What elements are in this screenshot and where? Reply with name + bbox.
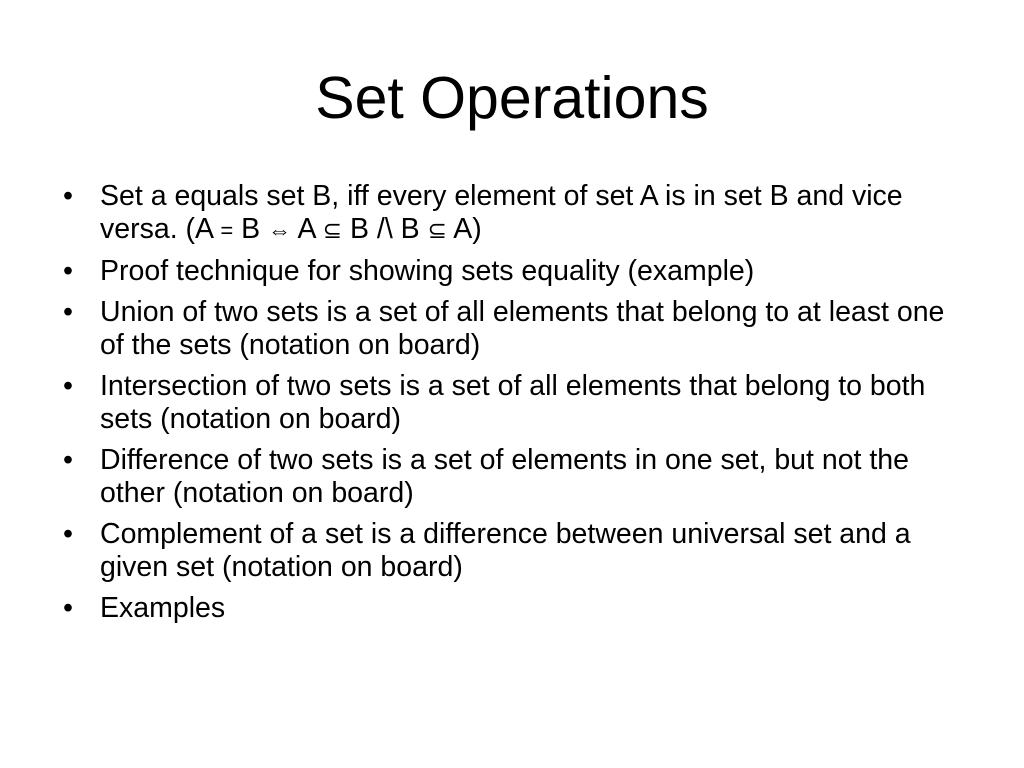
- bullet-marker: •: [63, 255, 73, 287]
- slide-title: Set Operations: [315, 65, 709, 131]
- bullet-text: Intersection of two sets is a set of all elements that belong to both sets (notation on board): [100, 370, 926, 435]
- bullet-marker: •: [63, 518, 73, 550]
- bullet-marker: •: [63, 180, 73, 212]
- bullet-item-proof-technique: [58, 255, 968, 288]
- subset-symbol: ⊆: [322, 217, 343, 243]
- bullet-marker: •: [63, 370, 73, 402]
- iff-arrow-icon: ⇔: [268, 217, 292, 243]
- bullet-item-union: [58, 296, 968, 362]
- bullet-text-part: A): [446, 213, 482, 245]
- bullet-text: Complement of a set is a difference between universal set and a given set (notation on board): [100, 518, 911, 583]
- subset-symbol: ⊆: [427, 217, 447, 243]
- bullet-item-difference: [58, 444, 968, 510]
- bullet-text: Union of two sets is a set of all elements that belong to at least one of the sets (notation on board): [100, 296, 945, 361]
- bullet-list: [58, 180, 968, 633]
- bullet-marker: •: [63, 592, 73, 624]
- bullet-text-part: B /\ B: [342, 213, 428, 245]
- bullet-text: Difference of two sets is a set of elements in one set, but not the other (notation on board): [100, 444, 910, 509]
- bullet-item-intersection: [58, 370, 968, 436]
- bullet-text: Examples: [100, 592, 226, 624]
- bullet-item-examples: [58, 592, 968, 625]
- bullet-text-part: B: [233, 213, 269, 245]
- bullet-text-part: A: [291, 213, 323, 245]
- equals-symbol: =: [220, 218, 234, 243]
- bullet-text-part: Set a equals set B, iff every element of set A is in set B and vice versa. (A: [100, 180, 903, 245]
- bullet-item-set-equality: [58, 180, 968, 247]
- bullet-text: Proof technique for showing sets equality (example): [100, 255, 755, 287]
- bullet-item-complement: [58, 518, 968, 584]
- bullet-marker: •: [63, 296, 73, 328]
- bullet-marker: •: [63, 444, 73, 476]
